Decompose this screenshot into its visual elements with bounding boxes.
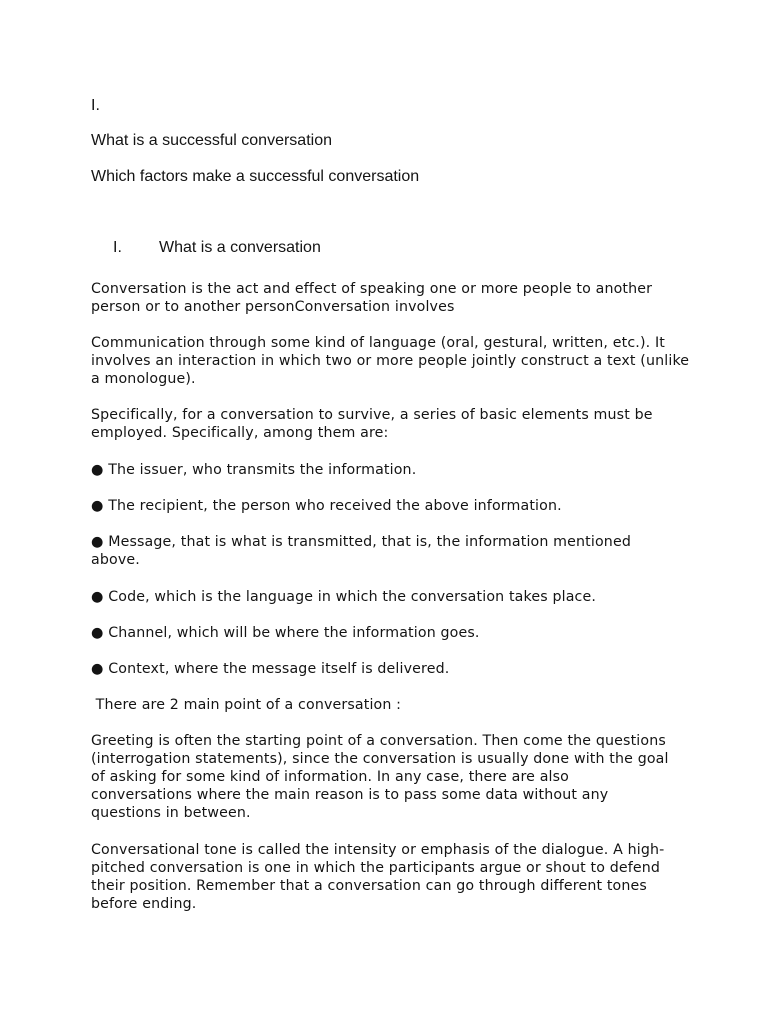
paragraph-tone: Conversational tone is called the intensity or emphasis of the dialogue. A high-pitched conversation is one in which the participants argue or shout to defend their position. Remember that a conversation can go through different tones before ending. (91, 842, 665, 912)
bullet-recipient: ● The recipient, the person who received the above information. (91, 498, 562, 514)
paragraph-communication: Communication through some kind of language (oral, gestural, written, etc.). It involves an interaction in which two or more people jointly construct a text (unlike a monologue). (91, 335, 690, 387)
paragraph-definition: Conversation is the act and effect of speaking one or more people to another person or to another personConversation involves (91, 281, 653, 315)
bullet-channel: ● Channel, which will be where the information goes. (91, 625, 480, 641)
section-number: I. (113, 239, 122, 256)
main-points-line: There are 2 main point of a conversation : (91, 697, 402, 713)
bullet-message: ● Message, that is what is transmitted, that is, the information mentioned above. (91, 534, 631, 568)
paragraph-greeting: Greeting is often the starting point of a conversation. Then come the questions (interrogation statements), since the conversation is usually done with the goal of asking for some kind of information. In any case, there are also conversations where the main reason is to pass some data without any questions in between. (91, 733, 669, 821)
bullet-code: ● Code, which is the language in which the conversation takes place. (91, 589, 597, 605)
bullet-issuer: ● The issuer, who transmits the information. (91, 462, 417, 478)
question-heading-1: What is a successful conversation (91, 132, 332, 149)
top-roman-numeral: I. (91, 97, 100, 114)
bullet-context: ● Context, where the message itself is delivered. (91, 661, 450, 677)
paragraph-elements-intro: Specifically, for a conversation to survive, a series of basic elements must be employed. Specifically, among them are: (91, 407, 653, 441)
question-heading-2: Which factors make a successful conversation (91, 168, 420, 185)
section-title: What is a conversation (159, 239, 321, 256)
